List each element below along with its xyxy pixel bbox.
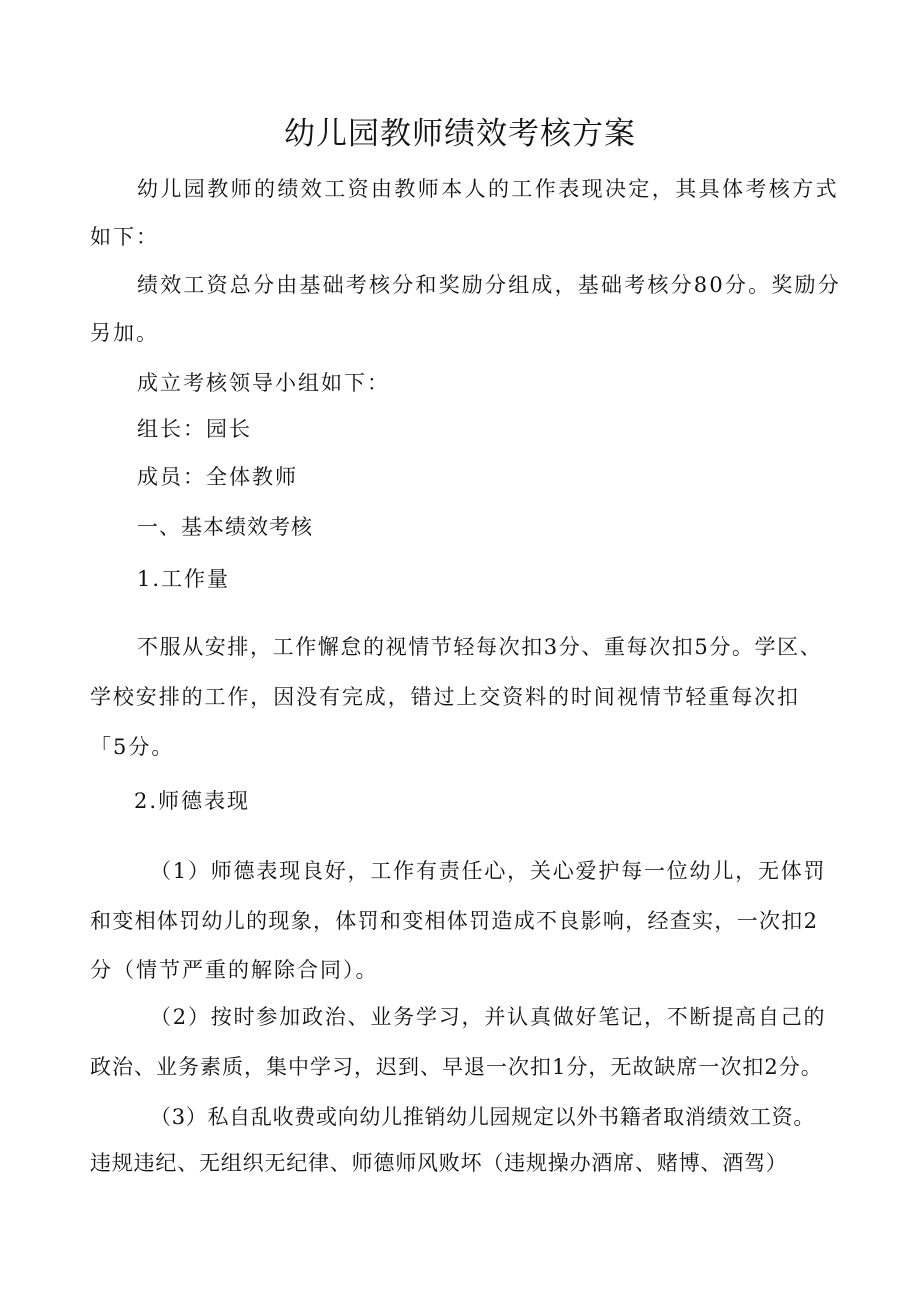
paragraph-line: 和变相体罚幼儿的现象，体罚和变相体罚造成不良影响，经查实，一次扣2: [90, 909, 819, 933]
paragraph-line: （2）按时参加政治、业务学习，并认真做好笔记，不断提高自己的: [150, 1005, 827, 1029]
section-heading: 一、基本绩效考核: [137, 515, 313, 539]
paragraph-line: 学校安排的工作，因没有完成，错过上交资料的时间视情节轻重每次扣: [90, 685, 800, 709]
paragraph-line: 不服从安排，工作懈怠的视情节轻每次扣3分、重每次扣5分。学区、: [137, 635, 823, 659]
subsection-heading: 2.师德表现: [134, 789, 251, 813]
paragraph-line: （3）私自乱收费或向幼儿推销幼儿园规定以外书籍者取消绩效工资。: [150, 1105, 816, 1129]
paragraph-line: 成员：全体教师: [137, 465, 298, 489]
document-title: 幼儿园教师绩效考核方案: [284, 116, 636, 152]
paragraph-line: 分（情节严重的解除合同）。: [90, 958, 379, 982]
paragraph-line: 政治、业务素质，集中学习，迟到、早退一次扣1分，无故缺席一次扣2分。: [90, 1055, 823, 1079]
paragraph-line: 幼儿园教师的绩效工资由教师本人的工作表现决定，其具体考核方式: [137, 177, 839, 201]
paragraph-line: 违规违纪、无组织无纪律、师德师风败坏（违规操办酒席、赌博、酒驾）: [90, 1151, 788, 1175]
paragraph-line: 如下：: [90, 225, 159, 249]
paragraph-line: 「5分。: [90, 735, 175, 759]
paragraph-line: 另加。: [90, 321, 159, 345]
paragraph-line: （1）师德表现良好，工作有责任心，关心爱护每一位幼儿，无体罚: [150, 859, 827, 883]
paragraph-line: 成立考核领导小组如下：: [137, 371, 390, 395]
paragraph-line: 绩效工资总分由基础考核分和奖励分组成，基础考核分80分。奖励分: [137, 273, 841, 297]
paragraph-line: 组长：园长: [137, 417, 252, 441]
subsection-heading: 1.工作量: [137, 567, 231, 591]
